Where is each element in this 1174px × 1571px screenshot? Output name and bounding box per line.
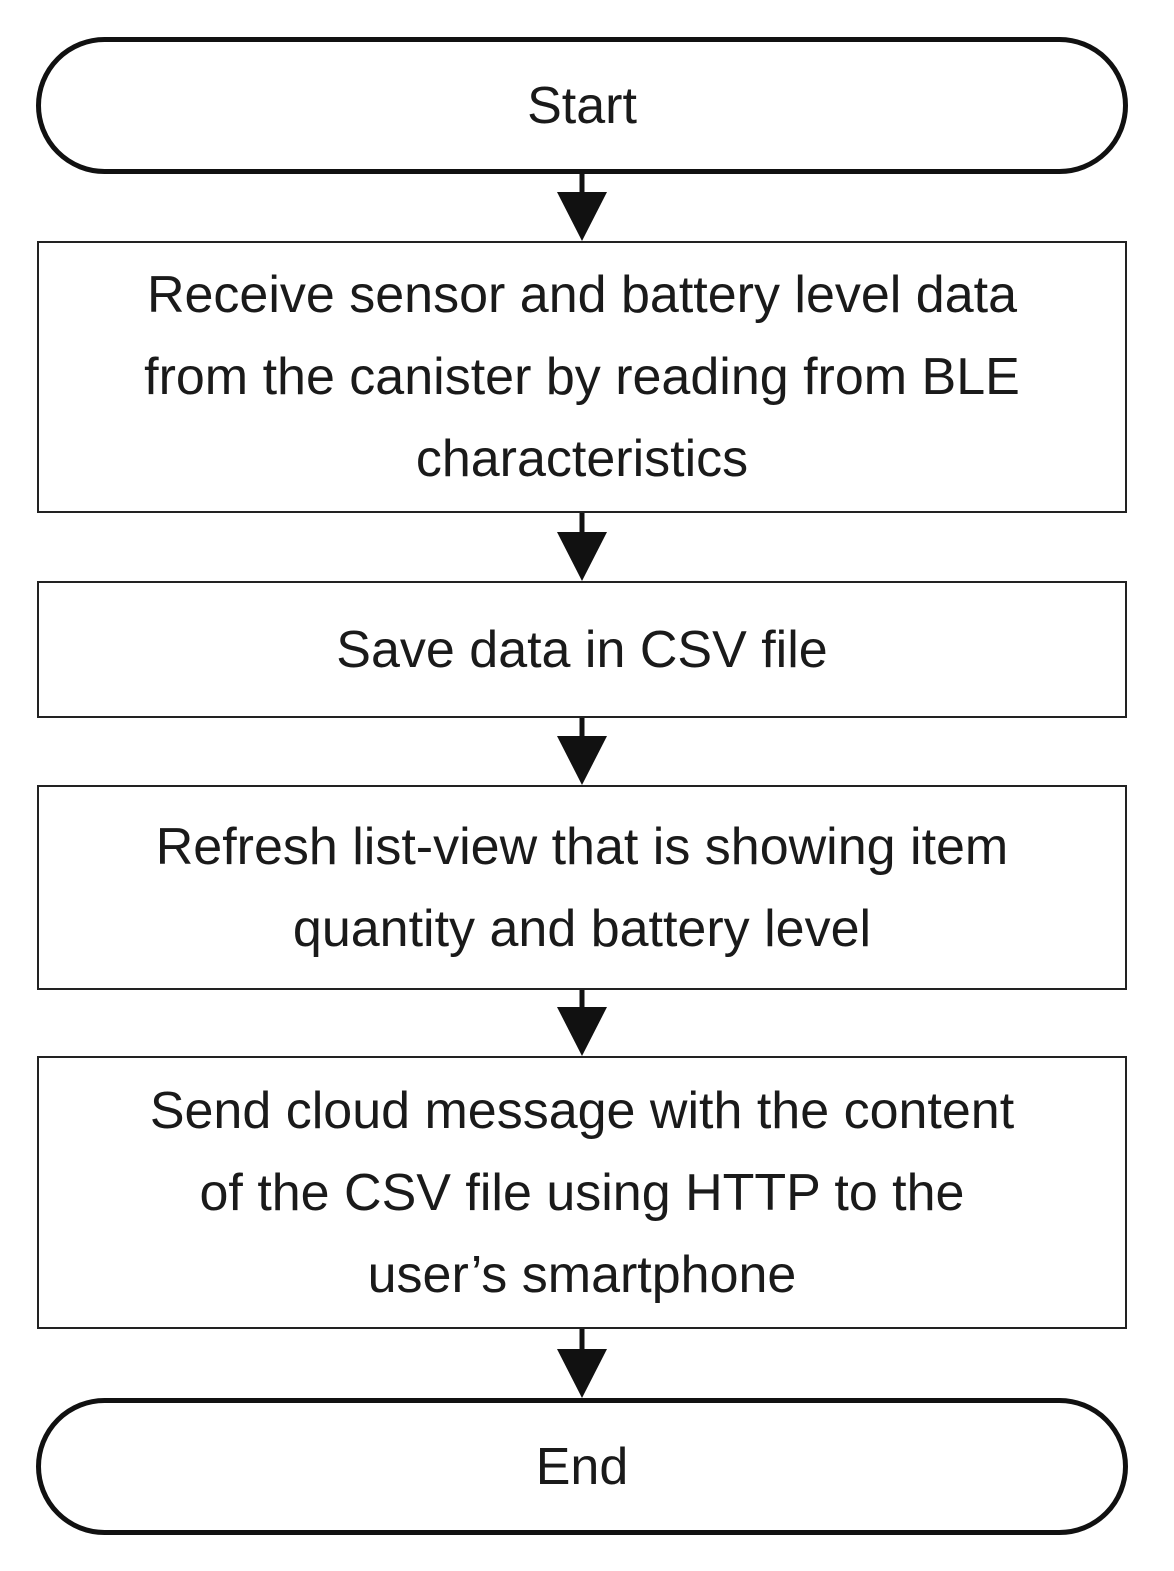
arrow-start-to-step-1 <box>557 174 607 241</box>
process-step-save-csv: Save data in CSV file <box>37 581 1127 718</box>
start-terminal: Start <box>36 37 1128 174</box>
process-step-refresh-list-view: Refresh list-view that is showing item quantity and battery level <box>37 785 1127 990</box>
arrow-step-1-to-step-2 <box>557 513 607 581</box>
end-terminal: End <box>36 1398 1128 1535</box>
process-step-receive-data: Receive sensor and battery level data from the canister by reading from BLE characteristics <box>37 241 1127 513</box>
process-step-send-cloud-message: Send cloud message with the content of the CSV file using HTTP to the user’s smartphone <box>37 1056 1127 1329</box>
arrow-step-2-to-step-3 <box>557 718 607 785</box>
arrow-step-3-to-step-4 <box>557 990 607 1056</box>
arrow-step-4-to-end <box>557 1329 607 1398</box>
